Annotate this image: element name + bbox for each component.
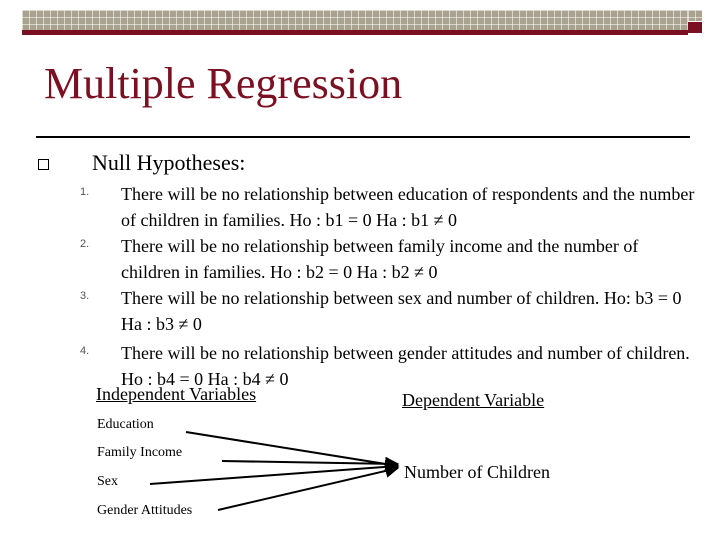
arrow-sex xyxy=(150,466,398,484)
hypothesis-text: There will be no relationship between family income and the number of children in families. Ho : b2 = 0 Ha : b2 ≠ 0 xyxy=(121,236,639,282)
independent-variable-label: Gender Attitudes xyxy=(97,503,193,518)
dependent-variable-label: Number of Children xyxy=(404,462,550,482)
hypothesis-text: There will be no relationship between sex and number of children. Ho: b3 = 0 Ha : b3 ≠ 0 xyxy=(121,288,682,334)
hypothesis-text: There will be no relationship between education of respondents and the number of children in families. Ho : b1 = 0 Ha : b1 ≠ 0 xyxy=(121,184,695,230)
independent-variable-label: Family Income xyxy=(97,445,183,460)
hypothesis-text: There will be no relationship between gender attitudes and number of children. Ho : b4 = 0 Ha : b4 ≠ 0 xyxy=(121,343,690,389)
independent-variable-label: Education xyxy=(97,417,154,432)
hypothesis-number: 4. xyxy=(80,345,90,357)
arrow-education xyxy=(186,432,398,466)
independent-variables-heading: Independent Variables xyxy=(96,384,257,404)
hypothesis-number: 3. xyxy=(80,290,90,302)
null-hypotheses-heading: Null Hypotheses: xyxy=(92,150,246,175)
arrow-gender-attitudes xyxy=(218,468,398,510)
dependent-variable-heading: Dependent Variable xyxy=(402,390,545,410)
slide-title: Multiple Regression xyxy=(44,59,403,108)
hypothesis-number: 2. xyxy=(80,238,90,250)
hypothesis-number: 1. xyxy=(80,186,90,198)
independent-variable-label: Sex xyxy=(97,474,118,489)
